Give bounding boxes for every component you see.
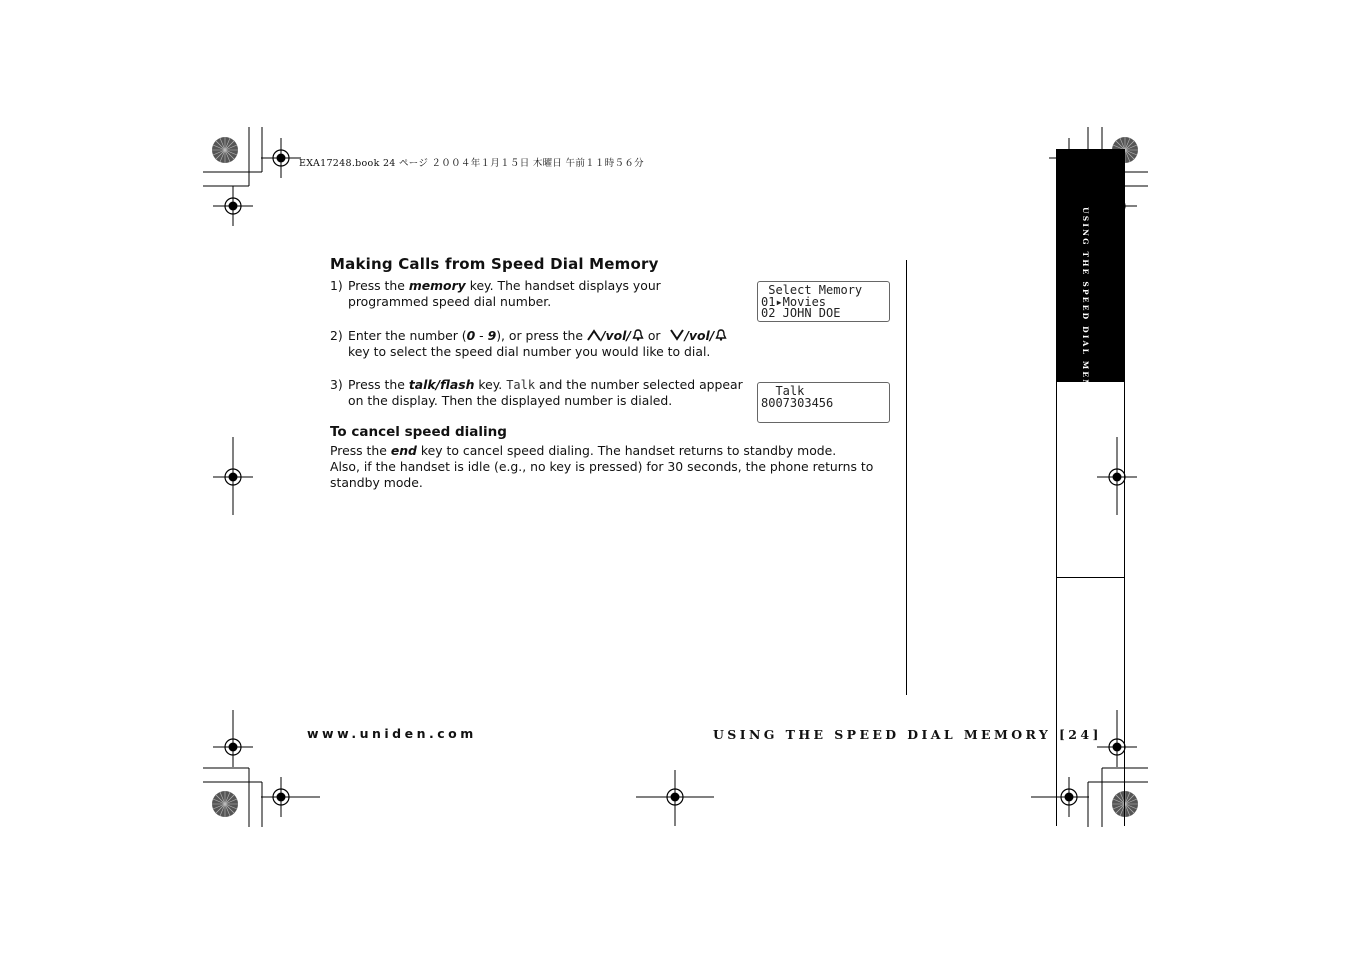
lcd-line: 8007303456	[761, 395, 834, 410]
print-header: EXA17248.book 24 ページ ２００４年１月１５日 木曜日 午前１１時５６分	[299, 158, 644, 169]
down-chevron-icon	[670, 329, 684, 341]
registration-mark-icon	[213, 186, 253, 226]
step-1	[330, 278, 740, 310]
bell-icon	[632, 329, 644, 341]
step-text: Press the	[348, 278, 409, 293]
lcd-line: Talk	[761, 384, 805, 398]
lcd-line: 02 JOHN DOE	[761, 306, 841, 320]
cancel-title: To cancel speed dialing	[330, 424, 507, 440]
lcd-line: Select Memory	[761, 283, 863, 297]
footer-page-label: USING THE SPEED DIAL MEMORY [24]	[713, 727, 1102, 742]
step-text: Press the	[348, 377, 409, 392]
step-text: key.	[474, 377, 507, 392]
cancel-text-line: Also, if the handset is idle (e.g., no key is pressed) for 30 seconds, the phone returns to standby mode.	[330, 459, 874, 490]
lcd-display-select-memory	[757, 281, 890, 322]
starburst-icon	[212, 137, 238, 163]
footer-website: www.uniden.com	[307, 726, 477, 741]
cancel-text-line: Press the	[330, 443, 391, 458]
cancel-text	[330, 443, 900, 491]
digit-key: 0	[466, 328, 476, 343]
side-tab-label: USING THE SPEED DIAL MEMORY	[1081, 207, 1090, 415]
step-text: Enter the number (	[348, 328, 467, 343]
up-chevron-icon	[587, 329, 601, 341]
section-title: Making Calls from Speed Dial Memory	[330, 255, 659, 273]
talk-flash-key: talk/flash	[408, 377, 475, 392]
step-number: 3)	[330, 377, 343, 392]
step-text: or	[643, 328, 665, 343]
step-number: 1)	[330, 278, 343, 293]
lcd-talk-word: Talk	[506, 378, 536, 392]
side-tab-divider	[1056, 577, 1125, 578]
starburst-icon	[212, 791, 238, 817]
step-text: -	[475, 328, 488, 343]
step-text: key. The handset displays your programmed speed dial number.	[348, 278, 661, 309]
lcd-line: 01▸Movies	[761, 294, 827, 309]
step-text: key to select the speed dial number you would like to dial.	[348, 344, 711, 359]
cancel-text-line: key to cancel speed dialing. The handset returns to standby mode.	[416, 443, 837, 458]
bell-icon	[715, 329, 727, 341]
registration-mark-icon	[261, 138, 301, 178]
lcd-display-talk	[757, 382, 890, 423]
step-text: ), or press the	[496, 328, 587, 343]
step-number: 2)	[330, 328, 343, 343]
step-text: and the number selected appear on the display. Then the displayed number is dialed.	[348, 377, 743, 408]
memory-key: memory	[408, 278, 466, 293]
vol-key: /vol/	[684, 328, 715, 343]
end-key: end	[390, 443, 417, 458]
step-3	[330, 377, 750, 409]
side-tab	[1056, 149, 1125, 415]
side-tab-frame	[1056, 382, 1125, 826]
column-divider	[906, 260, 907, 695]
step-2	[330, 328, 750, 360]
vol-key: /vol/	[600, 328, 631, 343]
digit-key: 9	[487, 328, 497, 343]
